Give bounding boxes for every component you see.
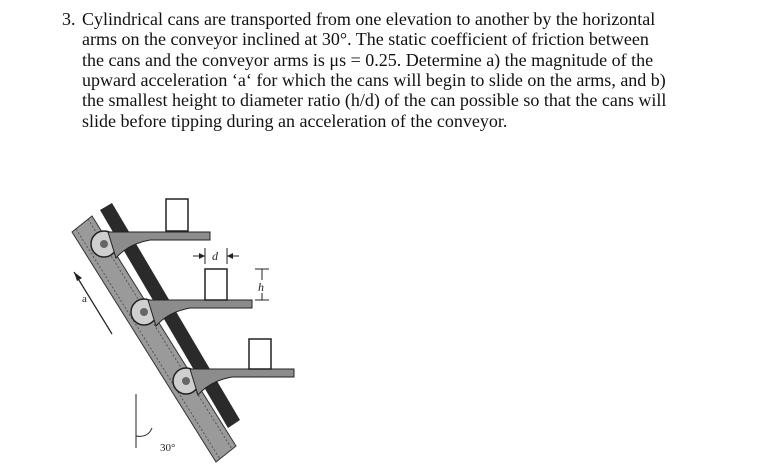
problem-line-5: the smallest height to diameter ratio (h/d) of the can possible so that the cans will [82,90,667,111]
problem-line-2: arms on the conveyor inclined at 30°. The static coefficient of friction between [82,29,649,50]
label-h: h [258,280,264,294]
conveyor-figure [60,188,300,473]
can-2 [205,269,227,300]
problem-line-3: the cans and the conveyor arms is μs = 0.25. Determine a) the magnitude of the [82,49,654,70]
problem-line-4: upward acceleration ‘a‘ for which the cans will begin to slide on the arms, and b) [82,69,666,90]
problem-line-6: slide before tipping during an acceleration of the conveyor. [82,110,508,131]
label-d: d [212,249,218,263]
problem-number: 3. [62,9,76,29]
problem-line-1: Cylindrical cans are transported from one elevation to another by the horizontal [82,9,656,29]
angle-marker [136,394,152,448]
can-1 [166,199,188,231]
label-angle: 30° [160,442,176,454]
can-3 [249,339,271,369]
label-a: a [82,293,87,305]
